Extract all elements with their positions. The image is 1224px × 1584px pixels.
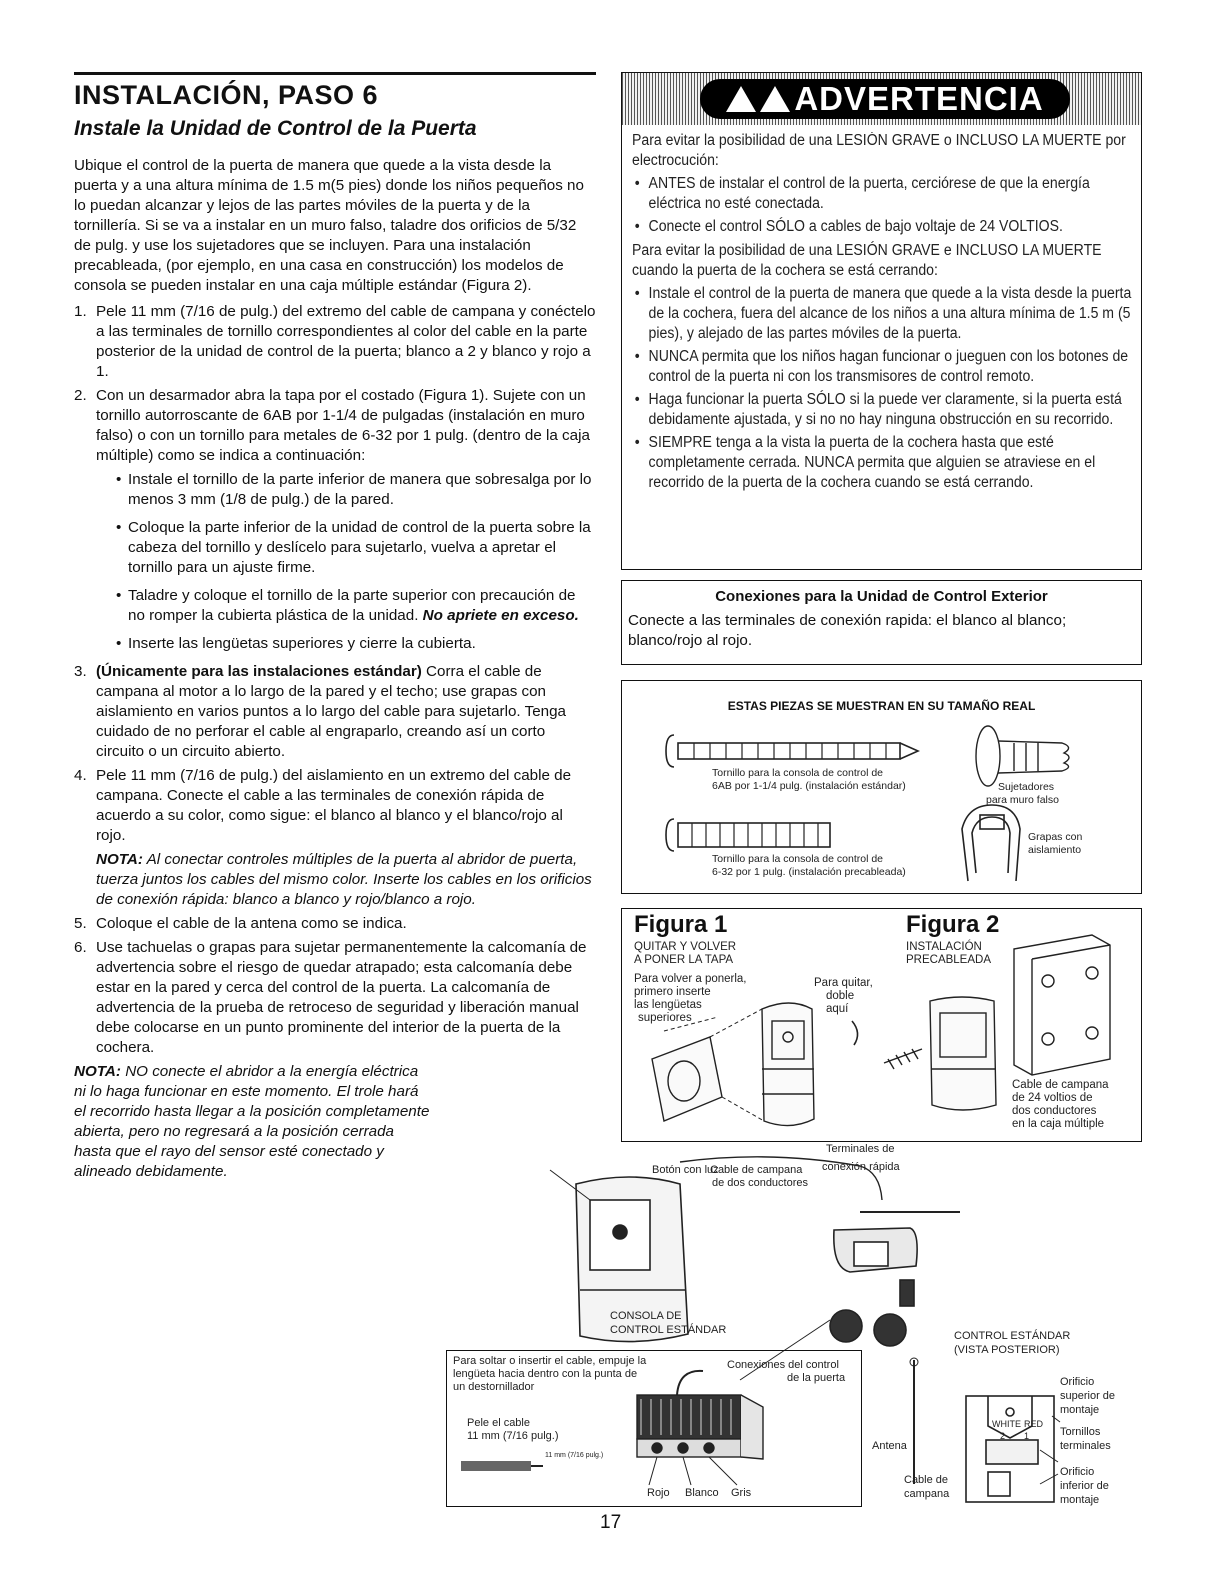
terminals-label-b: conexión rápida (822, 1161, 900, 1173)
instructions-body (74, 156, 596, 1182)
red-wire-label: Rojo (647, 1487, 670, 1499)
rear-red-label: RED (1024, 1419, 1044, 1429)
warning-triangle-icon (726, 86, 756, 112)
rear-view-label-b: (VISTA POSTERIOR) (954, 1344, 1060, 1356)
screw2-label-a: Tornillo para la consola de control de (712, 853, 884, 865)
lower-hole-label-a: Orificio (1060, 1466, 1095, 1478)
staple-label-b: aislamiento (1028, 844, 1082, 856)
bullet-2: • Coloque la parte inferior de la unidad de control de la puerta sobre la cabeza del tornillo y deslícelo para sujetarlo, vuelva a apretar el tornillo para un ajuste firme. (96, 518, 596, 578)
screw-6-32-icon (666, 819, 830, 851)
figure-2-cable-b: de 24 voltios de (1012, 1092, 1093, 1104)
bell-cable-label-b: campana (904, 1488, 950, 1500)
strip-text-b: 11 mm (7/16 pulg.) (467, 1430, 559, 1442)
gray-wire-label: Gris (731, 1487, 752, 1499)
warning-p2: Para evitar la posibilidad de una LESIÓN GRAVE e INCLUSO LA MUERTE cuando la puerta de la cochera se está cerrando: (632, 242, 1102, 279)
wall-anchor-icon (976, 726, 1069, 786)
lower-hole-label-c: montaje (1060, 1494, 1100, 1506)
nota-1: NOTA: Al conectar controles múltiples de la puerta al abridor de puerta, tuerza juntos los cables del mismo color. Inserte los cables en los orificios de conexión rápida: blanco a blanco y rojo/blanco a rojo. (96, 851, 592, 908)
parts-title: ESTAS PIEZAS SE MUESTRAN EN SU TAMAÑO REAL (727, 699, 1036, 713)
junction-box-icon (1014, 935, 1110, 1075)
step-5: 5. Coloque el cable de la antena como se indica. (74, 915, 407, 932)
white-wire-label: Blanco (685, 1487, 719, 1499)
lower-hole-label-b: inferior de (1060, 1480, 1109, 1492)
bullet-4: • Inserte las lengüetas superiores y cierre la cubierta. (96, 634, 596, 654)
screw1-label-b: 6AB por 1-1/4 pulg. (instalación estándar) (712, 780, 906, 792)
anchor-label-a: Sujetadores (998, 781, 1055, 793)
warning-banner (700, 79, 1070, 119)
strip-text-a: Pele el cable (467, 1417, 530, 1429)
warning-list-2 (632, 284, 1133, 493)
screw1-label-a: Tornillo para la consola de control de (712, 767, 884, 779)
bend-arrow-icon (852, 1021, 858, 1045)
figure-1-note-b: primero inserte (634, 986, 711, 998)
figure-2-cable-c: dos conductores (1012, 1105, 1097, 1117)
page-number: 17 (600, 1512, 622, 1533)
warning-b6: • SIEMPRE tenga a la vista la puerta de la cochera hasta que esté completamente cerrada. NUNCA permita que alguien se atraviese en el recorrido de la puerta de la cochera cuando se está cerrando. (632, 433, 1133, 493)
figure-1-sub-b: A PONER LA TAPA (634, 954, 734, 966)
figure-2-title: Figura 2 (906, 911, 1000, 938)
figures-drawing (622, 909, 1141, 1141)
figure-2-cable-a: Cable de campana (1012, 1079, 1109, 1091)
figures-box (621, 908, 1142, 1142)
figure-1-note-d: superiores (638, 1012, 692, 1024)
warning-header (622, 73, 1141, 125)
wire-detail-drawing (447, 1351, 861, 1506)
rear-view-control-icon (966, 1396, 1054, 1502)
release-tab-icon (677, 1371, 703, 1395)
warning-b4: • NUNCA permita que los niños hagan funcionar o jueguen con los botones de control de la puerta ni con los transmisores de control remoto. (632, 347, 1133, 387)
screw-6ab-icon (666, 735, 918, 767)
warning-triangle-icon (760, 86, 790, 112)
exterior-control-box (621, 580, 1142, 665)
section-title: INSTALACIÓN, PASO 6 (74, 80, 379, 110)
nota-2: NOTA: NO conecte el abridor a la energía eléctrica ni lo haga funcionar en este momento. El trole hará el recorrido hasta llegar a la posición completamente abierta, pero no regresará a la posición cerrada hasta que el rayo del sensor esté conectado y alineado debidamente. (74, 1063, 430, 1180)
release-text-c: un destornillador (453, 1381, 535, 1393)
warning-box (621, 72, 1142, 570)
warning-b1: • ANTES de instalar el control de la puerta, cerciórese de que la energía eléctrica no esté conectada. (632, 174, 1133, 214)
section-subtitle: Instale la Unidad de Control de la Puerta (74, 117, 477, 140)
terminals-label-a: Terminales de (826, 1143, 895, 1155)
bell-cable-label-a: Cable de (904, 1474, 949, 1486)
antenna-label: Antena (872, 1440, 907, 1452)
strip-dimension: 11 mm (7/16 pulg.) (545, 1452, 604, 1459)
control-cover-icon (652, 1003, 814, 1126)
anchor-label-b: para muro falso (986, 794, 1059, 806)
motor-panel-icon (830, 1228, 917, 1346)
warning-b2: • Conecte el control SÓLO a cables de bajo voltaje de 24 VOLTIOS. (632, 217, 1133, 237)
console-label-a: CONSOLA DE (610, 1310, 682, 1322)
exterior-text: Conecte a las terminales de conexión rapida: el blanco al blanco; blanco/rojo al rojo. (628, 612, 1067, 649)
figure-1-sub-a: QUITAR Y VOLVER (634, 941, 737, 953)
warning-list-1 (632, 174, 1133, 237)
door-connections-a: Conexiones del control (727, 1359, 839, 1371)
step-3: 3. (Únicamente para las instalaciones estándar) Corra el cable de campana al motor a lo largo de la pared y el techo; use grapas con aislamiento en varios puntos a lo largo del cable para sujetarlo. Tenga cuidado de no perforar el cable al engraparlo, creando así un corto circuito o un circuito abierto. (74, 663, 566, 760)
step-2: 2. Con un desarmador abra la tapa por el costado (Figura 1). Sujete con un tornillo autorroscante de 6AB por 1-1/4 de pulgadas (instalación en muro falso) o con un tornillo para metales de 6-32 por 1 pulg. (dentro de la caja múltiple) como se indica a continuación: • Instale el tornillo de la parte inferior de manera que sobresalga por lo menos 3 mm (1/8 de pulg.) de la pared. • Coloque la parte inferior de la unidad de control de la puerta sobre la cabeza del tornillo y deslícelo para sujetarlo, vuelva a apretar el tornillo para un ajuste firme. • Taladre y coloque el tornillo de la parte superior con precaución de no romper la cubierta plástica de la unidad. No apriete en exceso. • Inserte las lengüetas superiores y cierre la cubierta. (74, 386, 596, 654)
prewired-control-icon (930, 997, 996, 1110)
rear-terminal-1: 1 (1024, 1431, 1030, 1441)
steps-list (74, 302, 596, 1058)
figure-2-cable-d: en la caja múltiple (1012, 1118, 1105, 1130)
warning-p1: Para evitar la posibilidad de una LESIÓN GRAVE o INCLUSO LA MUERTE por electrocución: (632, 132, 1126, 169)
figure-1-note-c: las lengüetas (634, 999, 702, 1011)
mounting-screw-icon (884, 1049, 922, 1069)
step-1: 1. Pele 11 mm (7/16 de pulg.) del extremo del cable de campana y conéctelo a las terminales de tornillo correspondientes al color del cable en la parte posterior de la unidad de control de la puerta; blanco a 2 y blanco y rojo a 1. (74, 303, 596, 380)
step-6: 6. Use tachuelas o grapas para sujetar permanentemente la calcomanía de advertencia sobre el riesgo de quedar atrapado; esta calcomanía debe estar en la pared y cerca del control de la puerta. La calcomanía de advertencia de la prueba de retroceso de seguridad y liberación manual debe colocarse en un punto prominente del interior de la puerta de la cochera. (74, 939, 587, 1056)
terminal-block-icon (637, 1395, 763, 1459)
intro-paragraph: Ubique el control de la puerta de manera que quede a la vista desde la puerta y a una altura mínima de 1.5 m(5 pies) donde los niños pequeños no lo puedan alcanzar y lejos de las partes móviles de la puerta y de la tornillería. Si se va a instalar en un muro falso, taladre dos orificios de 5/32 de pulg. y use los sujetadores que se incluyen. Para una instalación precableada, (por ejemplo, en una casa en construcción) los modelos de consola se pueden instalar en una caja múltiple estándar (Figura 2). (74, 157, 584, 294)
step-4: 4. Pele 11 mm (7/16 de pulg.) del aislamiento en un extremo del cable de campana. Conecte el cable a las terminales de conexión rápida de acuerdo a su color, como sigue: el blanco al blanco y el blanco/rojo al rojo. NOTA: Al conectar controles múltiples de la puerta al abridor de puerta, tuerza juntos los cables del mismo color. Inserte los cables en los orificios de conexión rápida: blanco a blanco y rojo/blanco a rojo. (74, 766, 596, 910)
upper-hole-label-a: Orificio (1060, 1376, 1095, 1388)
terminal-screws-label-a: Tornillos (1060, 1426, 1101, 1438)
insulated-staple-icon (962, 805, 1020, 881)
bullet-3: • Taladre y coloque el tornillo de la parte superior con precaución de no romper la cubierta plástica de la unidad. No apriete en exceso. (96, 586, 596, 626)
bullet-3-emphasis: No apriete en exceso. (422, 607, 579, 624)
rear-terminal-2: 2 (1000, 1431, 1006, 1441)
cable-label-b: de dos conductores (712, 1177, 809, 1189)
cable-label-a: Cable de campana (710, 1164, 803, 1176)
stripped-wire-icon (461, 1461, 531, 1471)
console-label-b: CONTROL ESTÁNDAR (610, 1324, 727, 1336)
release-text-a: Para soltar o insertir el cable, empuje la (453, 1355, 647, 1367)
wire-detail-box (446, 1350, 862, 1507)
figure-1-remove-a: Para quitar, (814, 977, 873, 989)
warning-b5: • Haga funcionar la puerta SÓLO si la puede ver claramente, si la puerta está debidamente ajustada, y si no no hay ninguna obstrucción en su recorrido. (632, 390, 1133, 430)
upper-hole-label-b: superior de (1060, 1390, 1116, 1402)
bullet-1: • Instale el tornillo de la parte inferior de manera que sobresalga por lo menos 3 mm (1/8 de pulg.) de la pared. (96, 470, 596, 510)
figure-2-sub-a: INSTALACIÓN (906, 941, 982, 953)
exterior-title: Conexiones para la Unidad de Control Exterior (715, 588, 1048, 605)
figure-1-remove-c: aquí (826, 1003, 849, 1015)
figure-1-remove-b: doble (826, 990, 855, 1002)
figure-1-title: Figura 1 (634, 911, 728, 938)
title-rule (74, 72, 596, 75)
warning-title: ADVERTENCIA (794, 80, 1044, 117)
step-2-bullets (96, 470, 596, 654)
boton-label: Botón con luz (652, 1164, 719, 1176)
screw2-label-b: 6-32 por 1 pulg. (instalación precableada) (712, 866, 906, 878)
parts-box (621, 680, 1142, 894)
door-connections-b: de la puerta (787, 1372, 846, 1384)
staple-label-a: Grapas con (1028, 831, 1083, 843)
rear-white-label: WHITE (992, 1419, 1021, 1429)
upper-hole-label-c: montaje (1060, 1404, 1100, 1416)
release-text-b: lengüeta hacia dentro con la punta de (453, 1368, 638, 1380)
figure-1-note-a: Para volver a ponerla, (634, 973, 747, 985)
warning-b3: • Instale el control de la puerta de manera que quede a la vista desde la puerta de la cochera, fuera del alcance de los niños a una altura mínima de 1.5 m (5 pies), y alejado de las partes móviles de la puerta. (632, 284, 1133, 344)
terminal-screws-label-b: terminales (1060, 1440, 1111, 1452)
rear-view-label-a: CONTROL ESTÁNDAR (954, 1330, 1071, 1342)
figure-2-sub-b: PRECABLEADA (906, 954, 992, 966)
warning-body (632, 131, 1133, 497)
